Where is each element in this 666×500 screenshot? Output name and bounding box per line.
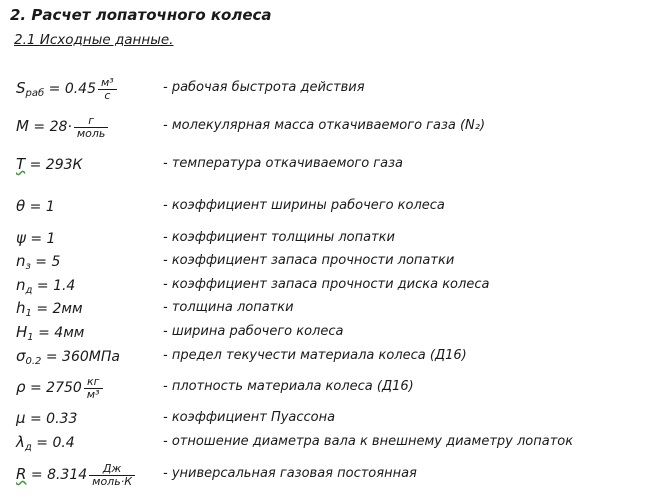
formula: $\lambda_д = 0.4$: [16, 433, 75, 453]
param-row: [14, 76, 664, 100]
param-description: - ширина рабочего колеса: [163, 324, 344, 339]
formula: μ = 0.33: [16, 409, 78, 427]
param-description: - температура откачиваемого газа: [163, 156, 403, 171]
param-row: [14, 462, 664, 486]
param-description: - коэффициент толщины лопатки: [163, 230, 395, 245]
param-row: [14, 296, 664, 320]
formula: $S_{раб} = 0.45$ $\frac{\text{м³}}{с}$: [16, 76, 117, 100]
unit-fraction: $\frac{кг}{\text{м³}}$: [84, 376, 103, 401]
param-description: - предел текучести материала колеса (Д16): [163, 348, 467, 363]
param-description: - отношение диаметра вала к внешнему диаметру лопаток: [163, 434, 574, 449]
param-description: - молекулярная масса откачиваемого газа (N₂): [163, 118, 486, 133]
subsection-title: 2.1 Исходные данные.: [14, 32, 174, 48]
unit-fraction: $\frac{Дж}{\text{моль·К}}$: [89, 463, 135, 488]
formula: $n_д = 1.4$: [16, 276, 76, 296]
param-row: [14, 320, 664, 344]
param-row: [14, 344, 664, 368]
formula: M = 28· $\frac{г}{\text{моль}}$: [16, 114, 108, 138]
unit-fraction: $\frac{г}{\text{моль}}$: [74, 115, 109, 140]
param-description: - коэффициент Пуассона: [163, 410, 336, 425]
formula: ψ = 1: [16, 229, 56, 247]
param-row: [14, 114, 664, 138]
param-description: - плотность материала колеса (Д16): [163, 379, 414, 394]
formula: $\sigma_{0.2} = 360МПа$: [16, 347, 120, 367]
param-description: - коэффициент ширины рабочего колеса: [163, 198, 445, 213]
param-row: [14, 152, 664, 176]
param-row: [14, 249, 664, 273]
formula: θ = 1: [16, 197, 55, 215]
formula: $h_1 = 2мм$: [16, 299, 83, 319]
param-description: - универсальная газовая постоянная: [163, 466, 417, 481]
unit-fraction: $\frac{\text{м³}}{с}$: [98, 77, 117, 102]
param-description: - толщина лопатки: [163, 300, 294, 315]
param-row: [14, 194, 664, 218]
formula: $n_з = 5$: [16, 252, 61, 272]
param-description: - коэффициент запаса прочности диска колеса: [163, 277, 490, 292]
param-row: [14, 430, 664, 454]
section-title: 2. Расчет лопаточного колеса: [10, 6, 272, 24]
param-row: [14, 273, 664, 297]
param-description: - рабочая быстрота действия: [163, 80, 365, 95]
param-row: [14, 406, 664, 430]
formula: $H_1 = 4мм$: [16, 323, 85, 343]
param-description: - коэффициент запаса прочности лопатки: [163, 253, 455, 268]
param-row: [14, 226, 664, 250]
formula: ρ = 2750 $\frac{кг}{\text{м³}}$: [16, 375, 103, 399]
formula: T = 293К: [16, 155, 83, 173]
formula: R = 8.314 $\frac{Дж}{\text{моль·К}}$: [16, 462, 135, 486]
param-row: [14, 375, 664, 399]
